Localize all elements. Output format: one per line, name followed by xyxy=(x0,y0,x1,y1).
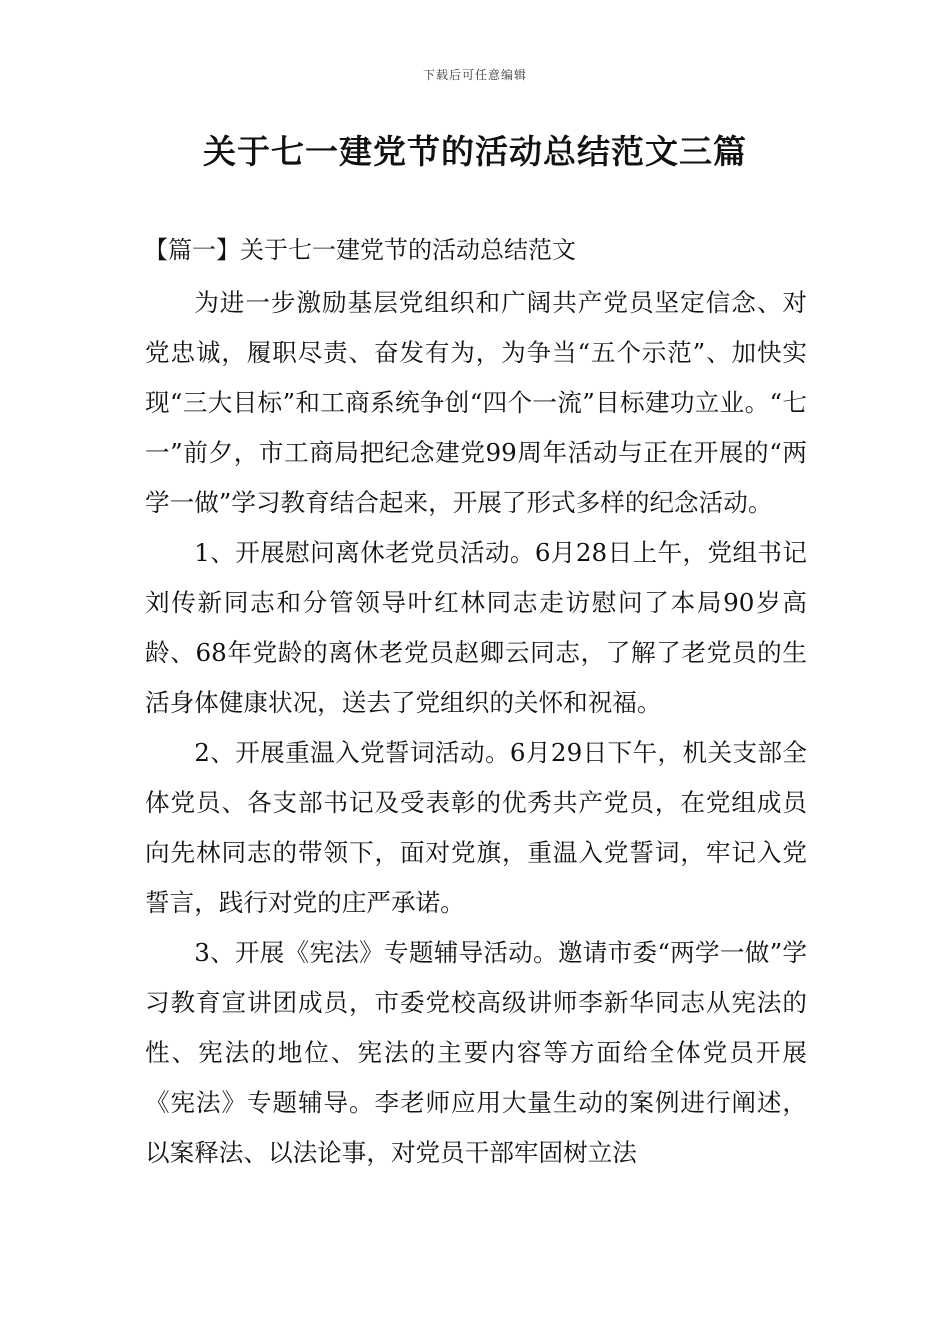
section-heading: 【篇一】关于七一建党节的活动总结范文 xyxy=(144,236,576,264)
header-note: 下载后可任意编辑 xyxy=(422,68,527,82)
document-body xyxy=(145,278,807,1178)
paragraph-intro: 为进一步激励基层党组织和广阔共产党员坚定信念、对党忠诚，履职尽责、奋发有为，为争当“五个示范”、加快实现“三大目标”和工商系统争创“四个一流”目标建功立业。“七一”前夕，市工商局把纪念建党99周年活动与正在开展的“两学一做”学习教育结合起来，开展了形式多样的纪念活动。 xyxy=(145,288,807,517)
paragraph-item-1: 1、开展慰问离休老党员活动。6月28日上午，党组书记刘传新同志和分管领导叶红林同志走访慰问了本局90岁高龄、68年党龄的离休老党员赵卿云同志，了解了老党员的生活身体健康状况，送去了党组织的关怀和祝福。 xyxy=(145,538,807,717)
document-title: 关于七一建党节的活动总结范文三篇 xyxy=(203,132,747,171)
paragraph-item-3: 3、开展《宪法》专题辅导活动。邀请市委“两学一做”学习教育宣讲团成员，市委党校高级讲师李新华同志从宪法的性、宪法的地位、宪法的主要内容等方面给全体党员开展《宪法》专题辅导。李老师应用大量生动的案例进行阐述，以案释法、以法论事，对党员干部牢固树立法 xyxy=(145,938,807,1167)
paragraph-item-2: 2、开展重温入党誓词活动。6月29日下午，机关支部全体党员、各支部书记及受表彰的优秀共产党员，在党组成员向先林同志的带领下，面对党旗，重温入党誓词，牢记入党誓言，践行对党的庄严承诺。 xyxy=(145,738,807,917)
